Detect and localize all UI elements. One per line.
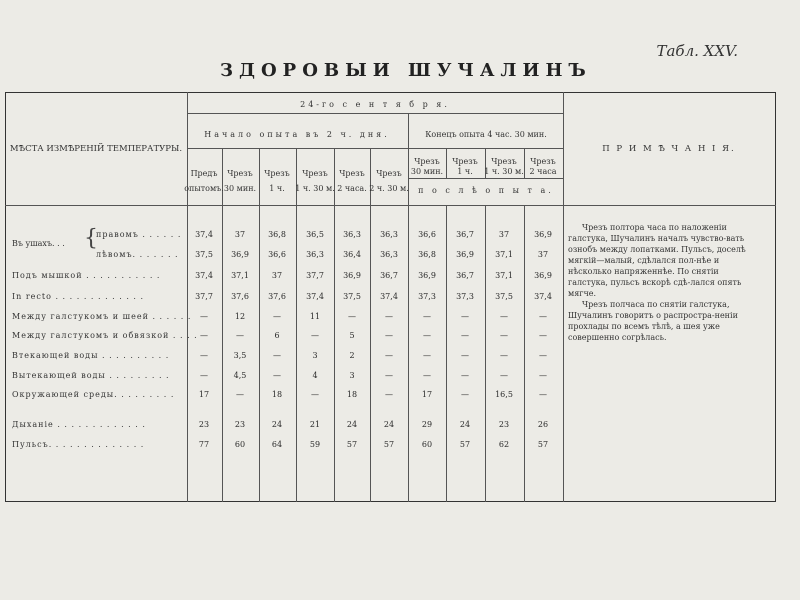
table-cell: 36,7 <box>456 230 474 239</box>
table-cell: 11 <box>309 312 321 321</box>
table-cell: 17 <box>198 390 210 399</box>
table-cell: 4,5 <box>233 371 247 380</box>
after-experiment-label: п о с л ѣ о п ы т а. <box>418 186 554 195</box>
table-cell: 64 <box>271 440 283 449</box>
table-cell: — <box>539 331 547 340</box>
table-cell: 36,3 <box>380 230 398 239</box>
row-label: Между галстукомъ и шеей . . . . . . <box>12 312 192 321</box>
table-cell: 36,6 <box>268 250 286 259</box>
subcolumn-header-line1: Чрезъ <box>491 157 517 166</box>
rule <box>334 148 335 502</box>
table-cell: 36,3 <box>380 250 398 259</box>
table-cell: 77 <box>198 440 210 449</box>
rule <box>259 148 260 502</box>
table-number: Табл. XXV. <box>656 42 738 60</box>
table-cell: 24 <box>383 420 395 429</box>
subcolumn-header-line2: 2 часа. <box>337 184 367 193</box>
table-cell: — <box>236 390 244 399</box>
table-cell: 37,1 <box>231 271 249 280</box>
table-cell: 4 <box>312 371 318 380</box>
rule <box>563 92 564 502</box>
rule <box>408 113 409 502</box>
table-cell: — <box>385 312 393 321</box>
table-cell: 36,9 <box>534 271 552 280</box>
subcolumn-header-line2: 1 ч. 30 м. <box>484 167 524 176</box>
subcolumn-header-line1: Предъ <box>190 169 218 178</box>
subcolumn-header-line1: Чрезъ <box>264 169 290 178</box>
table-cell: 57 <box>459 440 471 449</box>
rule <box>5 205 776 206</box>
rule <box>408 178 563 179</box>
row-label: In recto . . . . . . . . . . . . . <box>12 292 145 301</box>
table-cell: — <box>273 351 281 360</box>
subcolumn-header-line2: 30 мин. <box>410 167 444 176</box>
notes-header: П Р И М Ѣ Ч А Н І Я. <box>602 144 736 154</box>
table-cell: 37 <box>234 230 246 239</box>
table-cell: — <box>423 371 431 380</box>
table-cell: — <box>385 371 393 380</box>
start-header: Начало опыта въ 2 ч. дня. <box>204 130 390 139</box>
table-cell: — <box>500 371 508 380</box>
table-cell: 37 <box>537 250 549 259</box>
table-cell: 2 <box>349 351 355 360</box>
table-cell: — <box>461 371 469 380</box>
table-cell: 36,6 <box>418 230 436 239</box>
table-cell: 62 <box>498 440 510 449</box>
table-cell: — <box>385 351 393 360</box>
table-cell: — <box>423 312 431 321</box>
table-cell: 36,8 <box>418 250 436 259</box>
places-header: МѢСТА ИЗМѢРЕНІЙ ТЕМПЕРАТУРЫ. <box>9 144 183 154</box>
brace-icon: { <box>84 226 98 251</box>
table-cell: 23 <box>234 420 246 429</box>
table-cell: 3 <box>349 371 355 380</box>
table-cell: 24 <box>346 420 358 429</box>
table-cell: 37,6 <box>268 292 286 301</box>
table-cell: 24 <box>271 420 283 429</box>
table-cell: 37 <box>498 230 510 239</box>
table-cell: 36,9 <box>231 250 249 259</box>
table-cell: 37,5 <box>495 292 513 301</box>
note-paragraph: Чрезъ полчаса по снятіи галстука, Шучалинъ говоритъ о распростра-неніи прохлады по всемъ тѣлѣ, а шея уже совершенно согрѣлась. <box>568 300 738 342</box>
rule <box>524 148 525 178</box>
subcolumn-header-line1: Чрезъ <box>302 169 328 178</box>
table-cell: 57 <box>383 440 395 449</box>
table-cell: 37,7 <box>306 271 324 280</box>
table-cell: — <box>311 331 319 340</box>
subcolumn-header-line2: 1 ч. <box>269 184 285 193</box>
rule <box>370 148 371 502</box>
table-cell: 36,9 <box>534 230 552 239</box>
rule <box>222 148 223 502</box>
rule <box>187 92 188 502</box>
table-cell: — <box>423 331 431 340</box>
table-cell: 36,7 <box>380 271 398 280</box>
table-cell: 18 <box>271 390 283 399</box>
table-cell: 37,5 <box>195 250 213 259</box>
subcolumn-header-line2: 2 ч. 30 м. <box>369 184 409 193</box>
rule <box>485 205 486 502</box>
table-cell: 24 <box>459 420 471 429</box>
subcolumn-header-line2: 2 часа <box>529 167 557 176</box>
table-cell: 21 <box>309 420 321 429</box>
table-cell: 57 <box>537 440 549 449</box>
table-cell: — <box>348 312 356 321</box>
subcolumn-header-line1: Чрезъ <box>339 169 365 178</box>
row-label: Дыханіе . . . . . . . . . . . . . <box>12 420 146 429</box>
table-cell: 37,5 <box>343 292 361 301</box>
subcolumn-header-line2: 30 мин. <box>223 184 257 193</box>
notes-text <box>568 222 758 343</box>
row-label: Вытекающей воды . . . . . . . . . <box>12 371 170 380</box>
table-cell: 3,5 <box>233 351 247 360</box>
table-cell: 60 <box>421 440 433 449</box>
ears-label: Въ ушахъ. . . <box>12 239 65 248</box>
row-label: правомъ . . . . . . <box>96 230 182 239</box>
end-header: Конецъ опыта 4 час. 30 мин. <box>425 130 547 139</box>
note-paragraph: Чрезъ полтора часа по наложеніи галстука, Шучалинъ началъ чувство-вать ознобъ между лопатками. Пульсъ, доселѣ мягкій—малый, сдѣлался пол-нѣе и нѣсколько напряженнѣе. По снятіи галстука, пульсъ вскорѣ сдѣ-лался опять мягче. <box>568 223 746 298</box>
page-title: ЗДОРОВЫИ ШУЧАЛИНЪ <box>220 60 592 81</box>
table-cell: 36,9 <box>418 271 436 280</box>
table-cell: 37,4 <box>534 292 552 301</box>
table-cell: 36,9 <box>343 271 361 280</box>
table-cell: 3 <box>312 351 318 360</box>
table-cell: 23 <box>198 420 210 429</box>
subcolumn-header-line1: Чрезъ <box>376 169 402 178</box>
table-cell: — <box>500 351 508 360</box>
table-cell: 26 <box>537 420 549 429</box>
table-cell: 36,3 <box>306 250 324 259</box>
table-cell: — <box>461 331 469 340</box>
table-cell: — <box>500 331 508 340</box>
table-cell: 36,5 <box>306 230 324 239</box>
rule <box>187 148 563 149</box>
table-cell: — <box>200 312 208 321</box>
table-cell: — <box>385 331 393 340</box>
table-cell: — <box>539 371 547 380</box>
table-cell: 36,7 <box>456 271 474 280</box>
rule <box>446 148 447 178</box>
table-cell: 60 <box>234 440 246 449</box>
subcolumn-header-line1: Чрезъ <box>452 157 478 166</box>
table-cell: 37,4 <box>306 292 324 301</box>
table-cell: 29 <box>421 420 433 429</box>
table-cell: 37,3 <box>456 292 474 301</box>
table-cell: — <box>273 371 281 380</box>
table-cell: 18 <box>346 390 358 399</box>
table-cell: 37,4 <box>195 271 213 280</box>
table-cell: 36,8 <box>268 230 286 239</box>
table-cell: — <box>461 312 469 321</box>
table-cell: 37 <box>271 271 283 280</box>
table-cell: 37,7 <box>195 292 213 301</box>
date-header: 24-го с е н т я б р я. <box>300 100 450 109</box>
rule <box>446 205 447 502</box>
row-label: Втекающей воды . . . . . . . . . . <box>12 351 170 360</box>
table-cell: 37,1 <box>495 271 513 280</box>
table-cell: 36,4 <box>343 250 361 259</box>
table-cell: — <box>539 351 547 360</box>
table-cell: — <box>385 390 393 399</box>
table-cell: 37,1 <box>495 250 513 259</box>
subcolumn-header-line2: 1 ч. 30 м. <box>295 184 335 193</box>
table-cell: — <box>539 390 547 399</box>
table-cell: — <box>200 331 208 340</box>
row-label: Между галстукомъ и обвязкой . . . . <box>12 331 198 340</box>
table-cell: — <box>311 390 319 399</box>
table-cell: 5 <box>349 331 355 340</box>
table-cell: 16,5 <box>495 390 513 399</box>
row-label: Подъ мышкой . . . . . . . . . . . <box>12 271 161 280</box>
rule <box>296 148 297 502</box>
table-cell: 37,3 <box>418 292 436 301</box>
subcolumn-header-line1: Чрезъ <box>227 169 253 178</box>
row-label: Пульсъ. . . . . . . . . . . . . . <box>12 440 145 449</box>
table-cell: 37,4 <box>195 230 213 239</box>
table-cell: — <box>200 371 208 380</box>
rule <box>187 113 563 114</box>
table-cell: — <box>236 331 244 340</box>
table-cell: — <box>461 351 469 360</box>
row-label: Окружающей среды. . . . . . . . . <box>12 390 175 399</box>
table-cell: — <box>500 312 508 321</box>
subcolumn-header-line1: Чрезъ <box>530 157 556 166</box>
table-cell: 12 <box>234 312 246 321</box>
table-cell: 36,9 <box>456 250 474 259</box>
table-cell: 6 <box>274 331 280 340</box>
table-cell: 37,4 <box>380 292 398 301</box>
subcolumn-header-line2: опытомъ. <box>184 184 224 193</box>
row-label: лѣвомъ. . . . . . . <box>96 250 179 259</box>
table-cell: — <box>200 351 208 360</box>
subcolumn-header-line1: Чрезъ <box>414 157 440 166</box>
table-cell: 57 <box>346 440 358 449</box>
table-cell: — <box>423 351 431 360</box>
table-cell: 37,6 <box>231 292 249 301</box>
table-cell: 36,3 <box>343 230 361 239</box>
subcolumn-header-line2: 1 ч. <box>457 167 473 176</box>
table-cell: 59 <box>309 440 321 449</box>
rule <box>524 205 525 502</box>
table-cell: — <box>539 312 547 321</box>
table-cell: 17 <box>421 390 433 399</box>
table-cell: 23 <box>498 420 510 429</box>
table-cell: — <box>273 312 281 321</box>
table-cell: — <box>461 390 469 399</box>
